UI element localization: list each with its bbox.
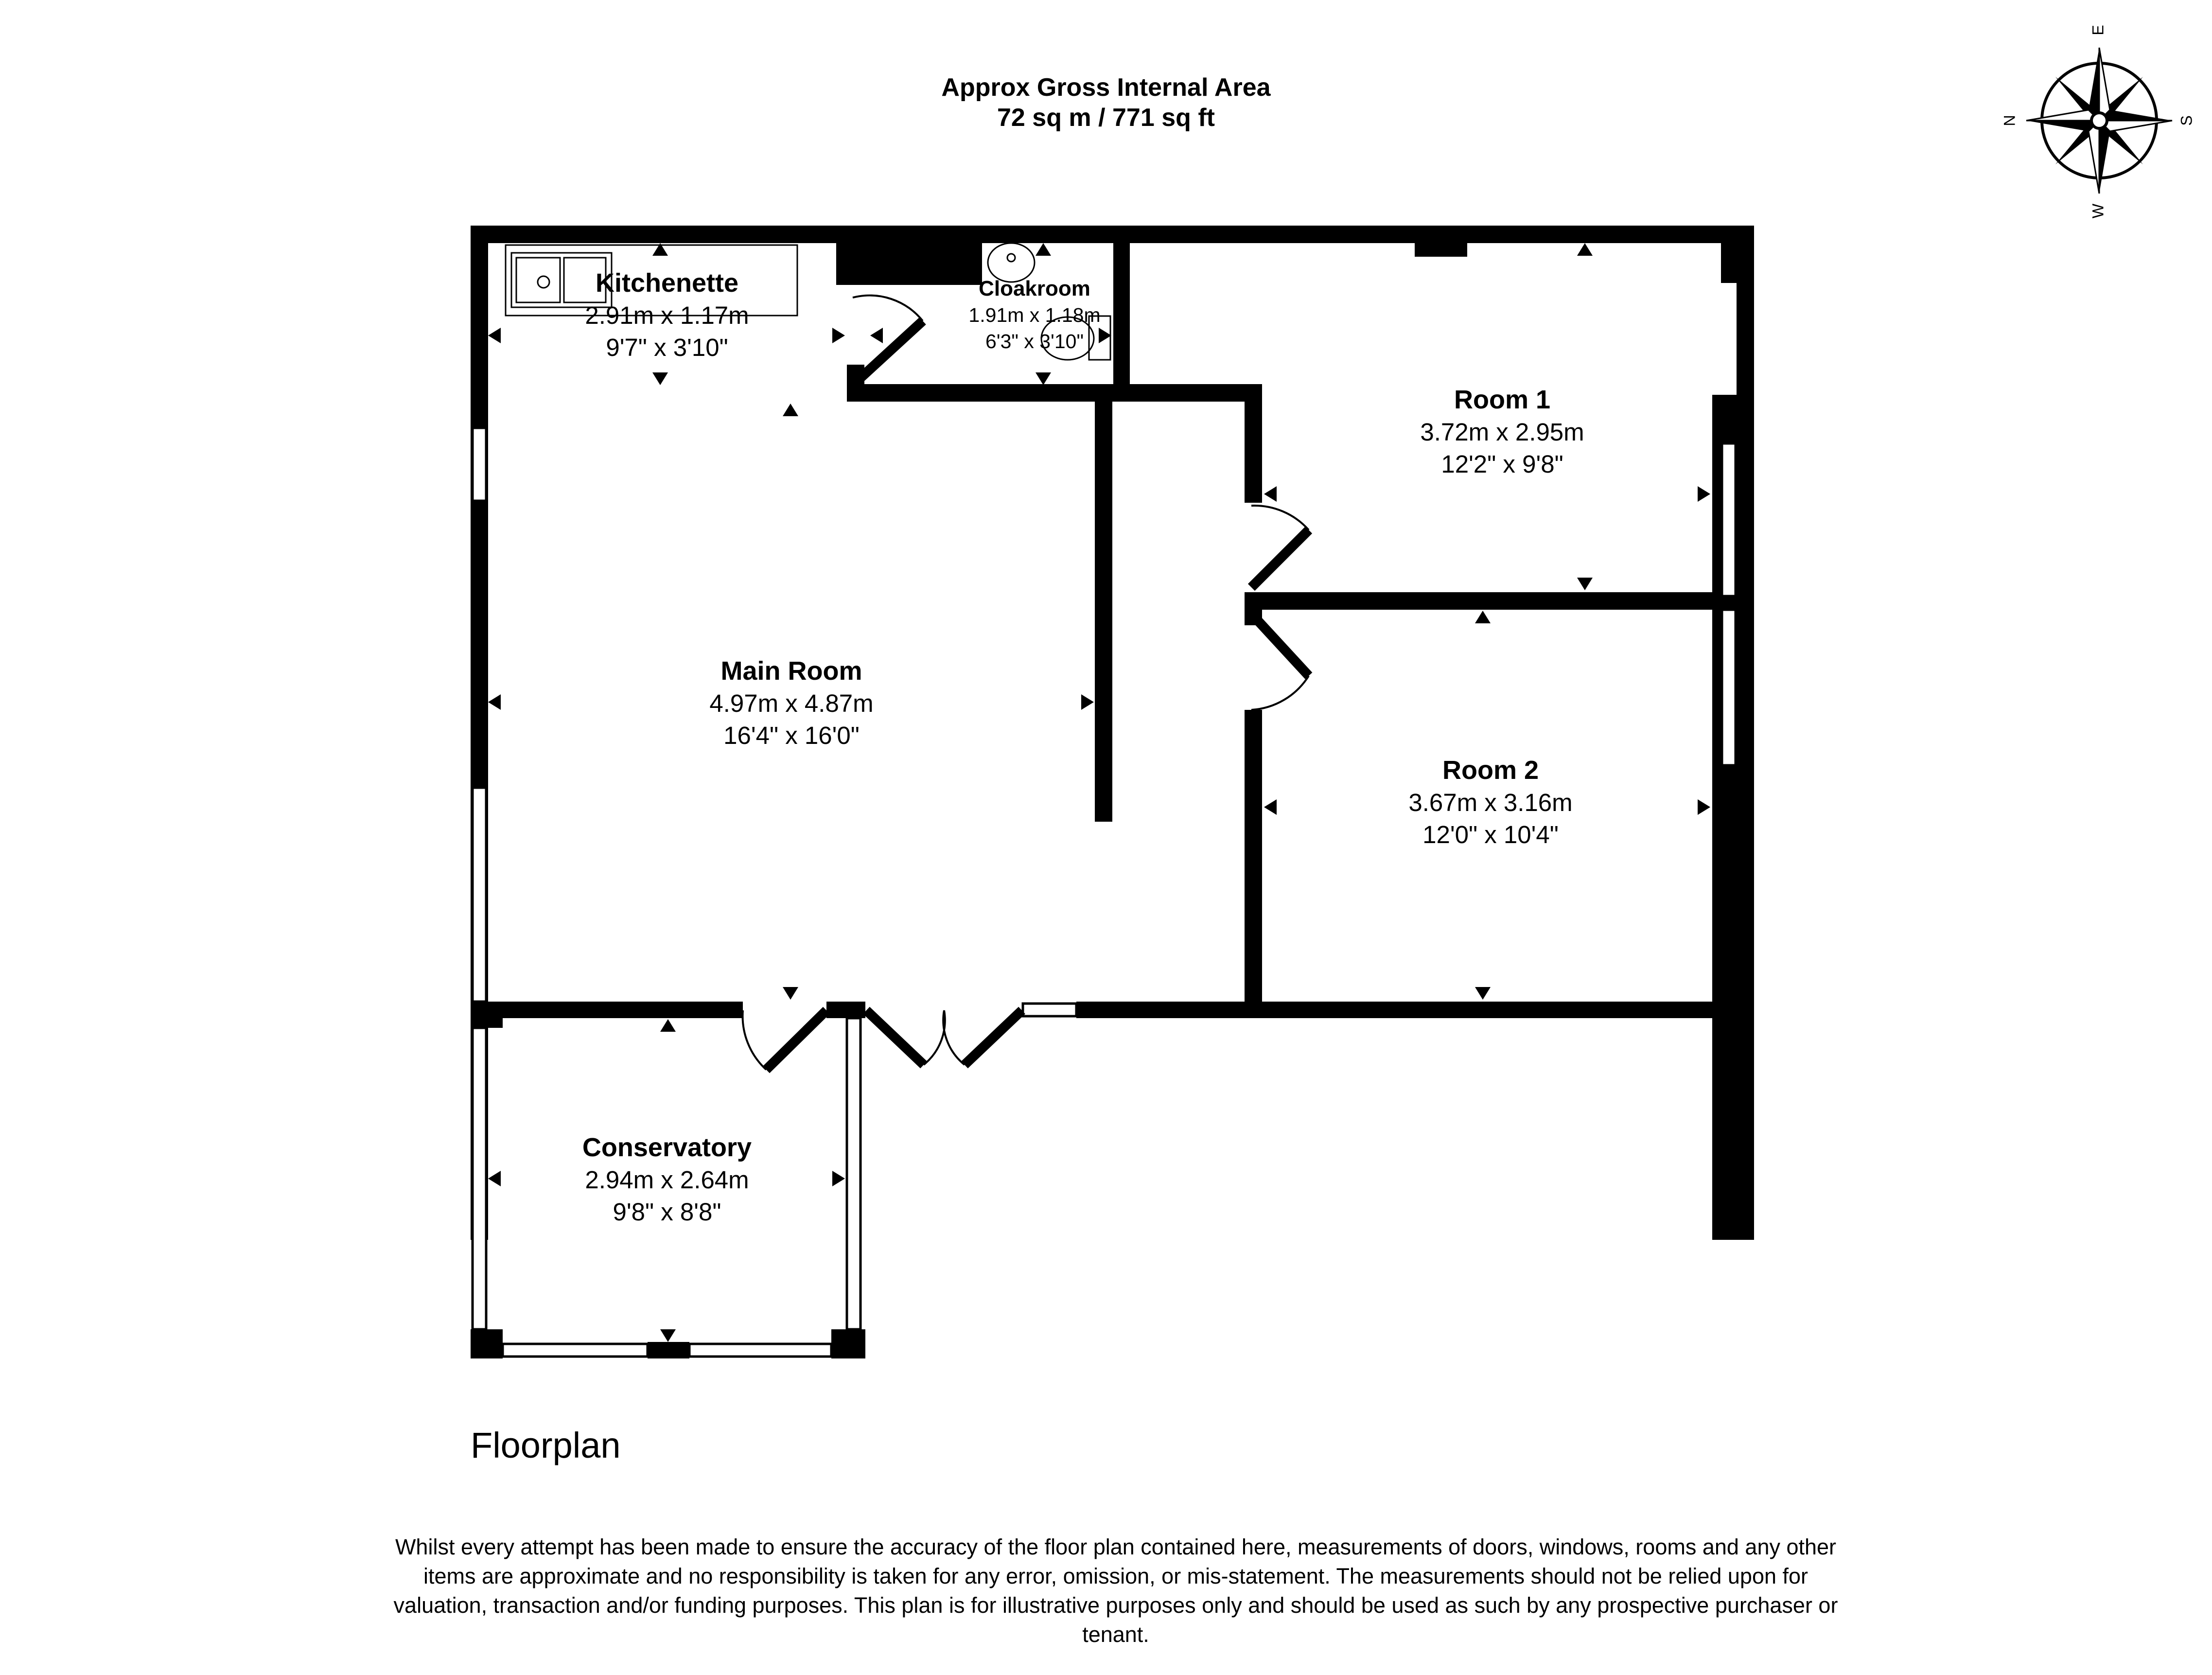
window-cons-left xyxy=(473,1028,486,1329)
main-room-name: Main Room xyxy=(720,656,862,686)
door-double-right-swing xyxy=(943,1010,965,1065)
cloakroom-name: Cloakroom xyxy=(979,277,1090,300)
wall-room1-bottom xyxy=(1245,592,1731,610)
wall-cons-bl xyxy=(471,1329,503,1358)
wall-bottom-right xyxy=(1076,1002,1754,1018)
floorplan-label: Floorplan xyxy=(471,1425,621,1465)
wall-room1-notch xyxy=(1721,243,1737,283)
door-cloak-swing xyxy=(853,296,923,321)
door-room2-leaf xyxy=(1251,614,1309,676)
wall-top xyxy=(471,226,1754,243)
window-cons-bottom-2 xyxy=(689,1344,831,1357)
room-labels xyxy=(582,268,1584,1226)
wall-cloak-bottom xyxy=(847,384,1255,402)
wall-cloak-right xyxy=(1113,243,1130,389)
disclaimer-text: Whilst every attempt has been made to ensure the accuracy of the floor plan contained here, measurements of doors, windows, rooms and any other items are approximate and no responsibility is taken for any error, omission, or mis-statement. The measurements should not be relied upon for valuation, transaction and/or funding purposes. This plan is for illustrative purposes only and should be used as such by any prospective purchaser or tenant. xyxy=(393,1534,1838,1647)
window-room2-right xyxy=(1722,610,1736,765)
compass-north: N xyxy=(2001,115,2019,126)
room1-imperial: 12'2" x 9'8" xyxy=(1441,450,1563,478)
conservatory-imperial: 9'8" x 8'8" xyxy=(613,1198,721,1226)
main-room-imperial: 16'4" x 16'0" xyxy=(723,722,860,749)
main-room-metric: 4.97m x 4.87m xyxy=(709,689,874,717)
room1-name: Room 1 xyxy=(1454,385,1551,414)
door-room1-leaf xyxy=(1251,530,1309,587)
door-cons-leaf xyxy=(766,1010,826,1070)
kitchenette-metric: 2.91m x 1.17m xyxy=(585,301,749,329)
wall-cons-tl xyxy=(471,1002,503,1028)
wall-corridor-lower xyxy=(1245,710,1262,1018)
wall-room1-tv xyxy=(1415,243,1467,257)
door-double-left xyxy=(866,1010,924,1065)
cloakroom-metric: 1.91m x 1.18m xyxy=(968,304,1101,326)
wall-cons-bottom-mid xyxy=(648,1342,689,1358)
window-cons-bottom-1 xyxy=(503,1344,648,1357)
door-cons-swing xyxy=(743,1010,766,1070)
conservatory-metric: 2.94m x 2.64m xyxy=(585,1166,749,1194)
window-room1-right xyxy=(1722,443,1736,596)
room2-imperial: 12'0" x 10'4" xyxy=(1422,821,1559,848)
kitchenette-imperial: 9'7" x 3'10" xyxy=(606,334,728,361)
window-bottom xyxy=(1023,1004,1076,1016)
wall-bottom-left xyxy=(471,1002,743,1018)
door-cloak-leaf xyxy=(853,321,923,385)
basin-tap xyxy=(1007,254,1015,262)
room1-metric: 3.72m x 2.95m xyxy=(1420,418,1584,446)
door-double-left-swing xyxy=(924,1010,945,1065)
compass-rose xyxy=(2001,25,2195,218)
area-title: Approx Gross Internal Area xyxy=(941,73,1271,102)
room2-metric: 3.67m x 3.16m xyxy=(1408,789,1573,816)
area-value: 72 sq m / 771 sq ft xyxy=(997,104,1215,132)
compass-center xyxy=(2091,113,2107,128)
conservatory-name: Conservatory xyxy=(582,1133,752,1162)
wall-corridor-top xyxy=(1245,384,1262,503)
basin xyxy=(988,243,1035,282)
window-main-left-2 xyxy=(473,788,486,1002)
door-room2-swing xyxy=(1251,676,1309,710)
cloakroom-imperial: 6'3" x 3'10" xyxy=(985,330,1084,353)
wall-main-divider xyxy=(1095,384,1112,822)
door-room1-swing xyxy=(1251,506,1309,530)
compass-west: W xyxy=(2089,203,2107,219)
window-cons-right xyxy=(847,1018,860,1329)
compass-east: E xyxy=(2089,25,2107,35)
compass-south: S xyxy=(2177,115,2195,126)
window-main-left-1 xyxy=(473,428,486,501)
room2-name: Room 2 xyxy=(1442,756,1539,785)
wall-chimney xyxy=(836,243,982,285)
door-double-right xyxy=(965,1010,1022,1065)
sink-drain xyxy=(538,276,549,288)
wall-cons-right-top xyxy=(831,1002,865,1018)
kitchenette-name: Kitchenette xyxy=(595,268,739,298)
wall-cons-br xyxy=(831,1329,865,1358)
